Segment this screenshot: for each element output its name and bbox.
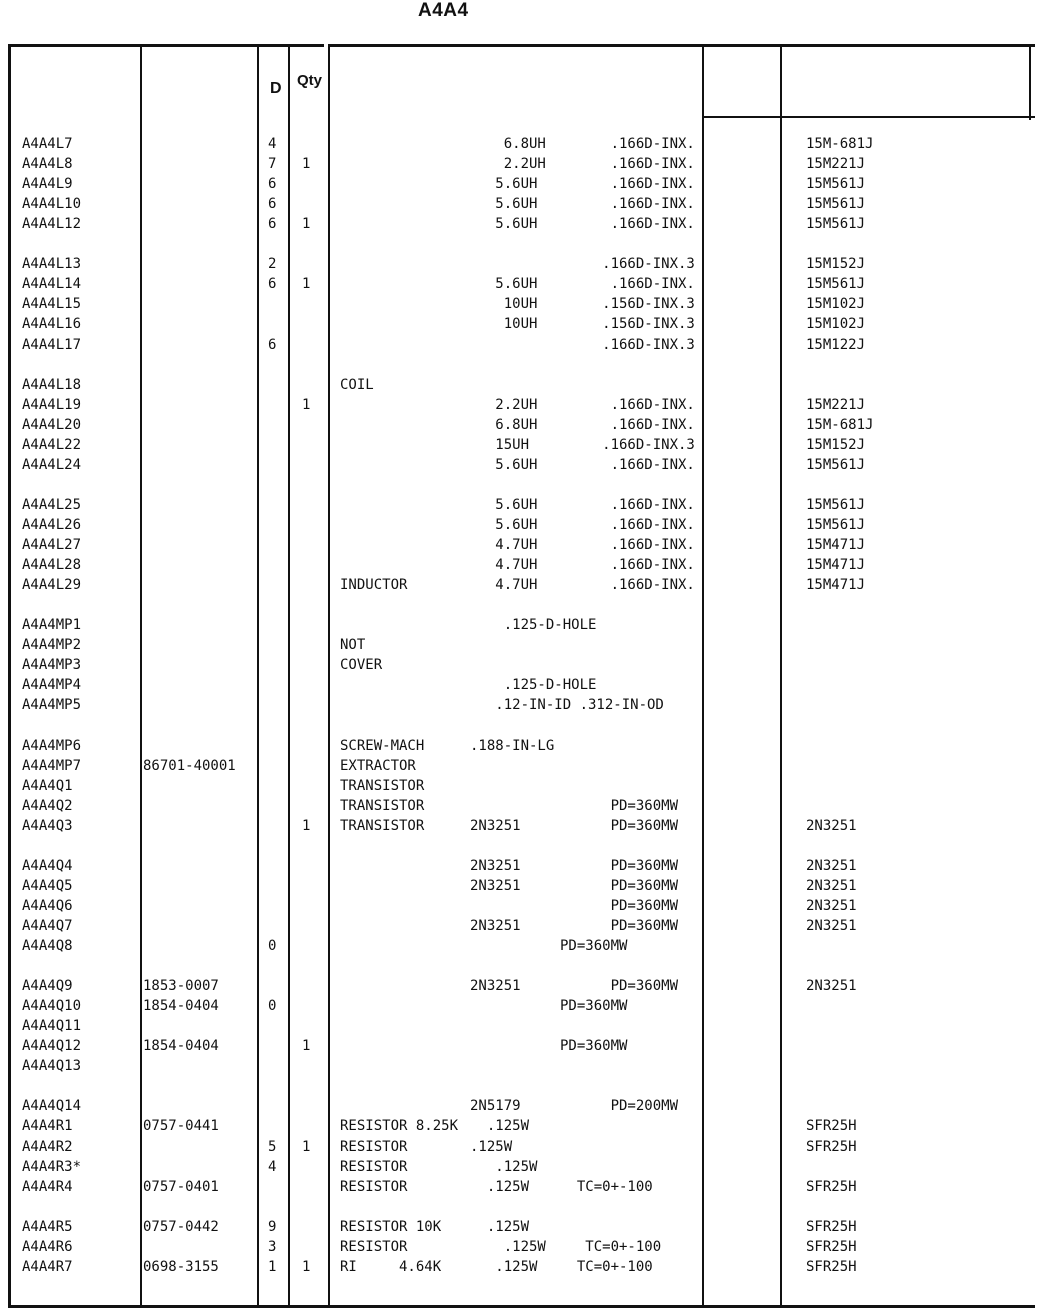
- quantity: 1: [302, 216, 311, 233]
- part-number: 0757-0442: [143, 1218, 219, 1235]
- specification: PD=360MW: [560, 998, 628, 1015]
- check-digit: 4: [268, 1158, 277, 1175]
- check-digit: 0: [268, 938, 277, 954]
- reference-designator: A4A4L22: [22, 436, 82, 453]
- value: 6.8UH: [470, 136, 546, 152]
- table-row: [0, 335, 1037, 355]
- reference-designator: A4A4L20: [22, 416, 82, 433]
- mfr-part-number: 15M561J: [806, 516, 866, 533]
- table-bottom-rule: [8, 1305, 1035, 1308]
- check-digit: 6: [268, 216, 277, 233]
- value: .12-IN-ID .312-IN-OD: [470, 697, 664, 714]
- description: INDUCTOR: [340, 577, 408, 594]
- specification: .156D-INX.3: [560, 296, 695, 313]
- check-digit: 9: [268, 1218, 277, 1235]
- table-row: [0, 956, 1037, 976]
- header-d: D: [270, 80, 282, 97]
- mfr-part-number: 15M221J: [806, 156, 866, 173]
- specification: .166D-INX.: [560, 176, 695, 193]
- specification: .166D-INX.3: [560, 256, 695, 273]
- reference-designator: A4A4L13: [22, 256, 82, 273]
- quantity: 1: [302, 276, 311, 293]
- value: 2N3251: [470, 877, 521, 894]
- value: 5.6UH: [470, 456, 538, 473]
- specification: .166D-INX.: [560, 516, 695, 533]
- specification: PD=360MW: [560, 877, 679, 894]
- table-top-rule-right: [330, 44, 1035, 47]
- header-bottom-rule: [703, 116, 1035, 118]
- value: .125-D-HOLE: [470, 677, 597, 694]
- table-row: [0, 214, 1037, 234]
- table-row: [0, 1096, 1037, 1116]
- table-row: [0, 134, 1037, 154]
- description: TRANSISTOR: [340, 777, 425, 794]
- reference-designator: A4A4R7: [22, 1258, 73, 1275]
- check-digit: 2: [268, 256, 277, 273]
- check-digit: 6: [268, 336, 277, 353]
- description: TRANSISTOR: [340, 817, 425, 834]
- table-row: [0, 1257, 1037, 1277]
- table-row: [0, 1056, 1037, 1076]
- reference-designator: A4A4Q4: [22, 857, 73, 874]
- specification: .166D-INX.: [560, 196, 695, 213]
- reference-designator: A4A4L18: [22, 376, 82, 393]
- mfr-part-number: SFR25H: [806, 1118, 857, 1135]
- mfr-part-number: 2N3251: [806, 877, 857, 894]
- specification: .166D-INX.: [560, 156, 695, 173]
- reference-designator: A4A4Q11: [22, 1018, 82, 1035]
- table-row: [0, 776, 1037, 796]
- mfr-part-number: 15M-681J: [806, 136, 874, 152]
- reference-designator: A4A4L7: [22, 136, 73, 152]
- reference-designator: A4A4R4: [22, 1178, 73, 1195]
- mfr-part-number: 15M561J: [806, 276, 866, 293]
- mfr-part-number: SFR25H: [806, 1138, 857, 1155]
- table-row: [0, 1036, 1037, 1056]
- specification: .166D-INX.: [560, 577, 695, 594]
- value: 4.7UH: [470, 577, 538, 594]
- table-row: [0, 976, 1037, 996]
- reference-designator: A4A4MP6: [22, 737, 82, 754]
- quantity: 1: [302, 1258, 311, 1275]
- table-row: [0, 1197, 1037, 1217]
- check-digit: 7: [268, 156, 277, 173]
- specification: PD=360MW: [560, 1038, 628, 1055]
- description: RESISTOR 10K: [340, 1218, 442, 1235]
- reference-designator: A4A4Q1: [22, 777, 73, 794]
- specification: PD=360MW: [560, 857, 679, 874]
- table-row: [0, 435, 1037, 455]
- mfr-part-number: SFR25H: [806, 1218, 857, 1235]
- description: SCREW-MACH: [340, 737, 425, 754]
- page-title: A4A4: [418, 0, 469, 21]
- value: 2.2UH: [470, 156, 546, 173]
- mfr-part-number: 15M561J: [806, 216, 866, 233]
- reference-designator: A4A4Q6: [22, 897, 73, 914]
- description: RESISTOR: [340, 1238, 408, 1255]
- reference-designator: A4A4MP5: [22, 697, 82, 714]
- specification: .166D-INX.: [560, 557, 695, 574]
- specification: PD=360MW: [560, 938, 628, 954]
- table-row: [0, 1177, 1037, 1197]
- reference-designator: A4A4R3*: [22, 1158, 82, 1175]
- reference-designator: A4A4MP4: [22, 677, 82, 694]
- mfr-part-number: 15M471J: [806, 537, 866, 553]
- specification: .166D-INX.: [560, 276, 695, 293]
- specification: .166D-INX.3: [560, 336, 695, 353]
- reference-designator: A4A4R1: [22, 1118, 73, 1135]
- reference-designator: A4A4Q8: [22, 938, 73, 954]
- reference-designator: A4A4Q3: [22, 817, 73, 834]
- value: .188-IN-LG: [470, 737, 555, 754]
- specification: TC=0+-100: [560, 1238, 662, 1255]
- table-row: [0, 936, 1037, 956]
- table-row: [0, 816, 1037, 836]
- value: .125W: [470, 1138, 513, 1155]
- specification: PD=360MW: [560, 917, 679, 934]
- description: RESISTOR: [340, 1158, 408, 1175]
- value: 6.8UH: [470, 416, 538, 433]
- table-row: [0, 675, 1037, 695]
- mfr-part-number: 15M122J: [806, 336, 866, 353]
- mfr-part-number: 15M561J: [806, 456, 866, 473]
- specification: .166D-INX.3: [560, 436, 695, 453]
- mfr-part-number: 2N3251: [806, 817, 857, 834]
- part-number: 1854-0404: [143, 998, 219, 1015]
- table-row: [0, 555, 1037, 575]
- check-digit: 0: [268, 998, 277, 1015]
- reference-designator: A4A4MP7: [22, 757, 82, 774]
- part-number: 0757-0401: [143, 1178, 219, 1195]
- mfr-part-number: 15M102J: [806, 316, 866, 333]
- value: 5.6UH: [470, 276, 538, 293]
- reference-designator: A4A4Q12: [22, 1038, 82, 1055]
- reference-designator: A4A4L24: [22, 456, 82, 473]
- value: 10UH: [470, 296, 538, 313]
- reference-designator: A4A4L29: [22, 577, 82, 594]
- reference-designator: A4A4L27: [22, 537, 82, 553]
- specification: .166D-INX.: [560, 496, 695, 513]
- value: 5.6UH: [470, 516, 538, 533]
- value: 2N3251: [470, 857, 521, 874]
- value: 5.6UH: [470, 196, 538, 213]
- reference-designator: A4A4L28: [22, 557, 82, 574]
- table-row: [0, 174, 1037, 194]
- reference-designator: A4A4Q10: [22, 998, 82, 1015]
- mfr-part-number: SFR25H: [806, 1178, 857, 1195]
- mfr-part-number: 2N3251: [806, 917, 857, 934]
- value: 2.2UH: [470, 396, 538, 413]
- table-row: [0, 1137, 1037, 1157]
- reference-designator: A4A4L19: [22, 396, 82, 413]
- description: NOT: [340, 637, 366, 654]
- table-row: [0, 234, 1037, 254]
- quantity: 1: [302, 396, 311, 413]
- specification: PD=360MW: [560, 797, 679, 814]
- value: .125W: [470, 1258, 538, 1275]
- quantity: 1: [302, 1138, 311, 1155]
- col-divider-7: [1029, 44, 1031, 120]
- value: 2N3251: [470, 817, 521, 834]
- table-row: [0, 154, 1037, 174]
- specification: TC=0+-100: [560, 1178, 653, 1195]
- value: .125W: [470, 1118, 530, 1135]
- check-digit: 6: [268, 196, 277, 213]
- mfr-part-number: SFR25H: [806, 1258, 857, 1275]
- check-digit: 3: [268, 1238, 277, 1255]
- header-qty: Qty: [297, 72, 323, 89]
- reference-designator: A4A4L17: [22, 336, 82, 353]
- table-row: [0, 375, 1037, 395]
- part-number: 1853-0007: [143, 978, 219, 995]
- value: .125W: [470, 1178, 530, 1195]
- reference-designator: A4A4L9: [22, 176, 73, 193]
- description: RI 4.64K: [340, 1258, 442, 1275]
- table-row: [0, 535, 1037, 555]
- table-row: [0, 836, 1037, 856]
- reference-designator: A4A4Q13: [22, 1058, 82, 1075]
- reference-designator: A4A4Q2: [22, 797, 73, 814]
- value: .125W: [470, 1238, 546, 1255]
- reference-designator: A4A4L15: [22, 296, 82, 313]
- table-row: [0, 635, 1037, 655]
- mfr-part-number: 15M152J: [806, 256, 866, 273]
- part-number: 0757-0441: [143, 1118, 219, 1135]
- table-row: [0, 1016, 1037, 1036]
- reference-designator: A4A4Q14: [22, 1098, 82, 1115]
- value: 2N5179: [470, 1098, 521, 1115]
- specification: .166D-INX.: [560, 136, 695, 152]
- mfr-part-number: 15M561J: [806, 176, 866, 193]
- table-row: [0, 736, 1037, 756]
- specification: .156D-INX.3: [560, 316, 695, 333]
- reference-designator: A4A4L14: [22, 276, 82, 293]
- part-number: 0698-3155: [143, 1258, 219, 1275]
- specification: .166D-INX.: [560, 456, 695, 473]
- table-row: [0, 274, 1037, 294]
- value: 5.6UH: [470, 216, 538, 233]
- reference-designator: A4A4L25: [22, 496, 82, 513]
- reference-designator: A4A4MP2: [22, 637, 82, 654]
- value: .125-D-HOLE: [470, 617, 597, 634]
- table-row: [0, 756, 1037, 776]
- specification: .166D-INX.: [560, 537, 695, 553]
- table-row: [0, 1237, 1037, 1257]
- table-row: [0, 996, 1037, 1016]
- check-digit: 6: [268, 176, 277, 193]
- mfr-part-number: 15M102J: [806, 296, 866, 313]
- table-row: [0, 1217, 1037, 1237]
- value: .125W: [470, 1158, 538, 1175]
- mfr-part-number: 15M-681J: [806, 416, 874, 433]
- quantity: 1: [302, 156, 311, 173]
- table-row: [0, 896, 1037, 916]
- reference-designator: A4A4L26: [22, 516, 82, 533]
- description: RESISTOR: [340, 1178, 408, 1195]
- description: RESISTOR: [340, 1138, 408, 1155]
- part-number: 1854-0404: [143, 1038, 219, 1055]
- table-row: [0, 395, 1037, 415]
- table-row: [0, 515, 1037, 535]
- table-row: [0, 1157, 1037, 1177]
- reference-designator: A4A4L16: [22, 316, 82, 333]
- reference-designator: A4A4R6: [22, 1238, 73, 1255]
- check-digit: 1: [268, 1258, 277, 1275]
- table-row: [0, 194, 1037, 214]
- reference-designator: A4A4L12: [22, 216, 82, 233]
- table-row: [0, 916, 1037, 936]
- table-row: [0, 355, 1037, 375]
- table-row: [0, 314, 1037, 334]
- specification: PD=200MW: [560, 1098, 679, 1115]
- value: 5.6UH: [470, 176, 538, 193]
- mfr-part-number: 15M561J: [806, 196, 866, 213]
- specification: TC=0+-100: [560, 1258, 653, 1275]
- table-row: [0, 876, 1037, 896]
- mfr-part-number: 2N3251: [806, 857, 857, 874]
- reference-designator: A4A4MP3: [22, 657, 82, 674]
- table-row: [0, 1116, 1037, 1136]
- check-digit: 6: [268, 276, 277, 293]
- value: 2N3251: [470, 917, 521, 934]
- mfr-part-number: 15M561J: [806, 496, 866, 513]
- table-row: [0, 575, 1037, 595]
- mfr-part-number: 2N3251: [806, 897, 857, 914]
- specification: PD=360MW: [560, 897, 679, 914]
- table-row: [0, 655, 1037, 675]
- reference-designator: A4A4Q9: [22, 978, 73, 995]
- quantity: 1: [302, 1038, 311, 1055]
- specification: PD=360MW: [560, 978, 679, 995]
- specification: .166D-INX.: [560, 416, 695, 433]
- table-row: [0, 796, 1037, 816]
- table-row: [0, 455, 1037, 475]
- check-digit: 4: [268, 136, 277, 152]
- value: 4.7UH: [470, 537, 538, 553]
- table-top-rule-left: [8, 44, 324, 47]
- table-row: [0, 294, 1037, 314]
- specification: .166D-INX.: [560, 216, 695, 233]
- description: COIL: [340, 376, 374, 393]
- mfr-part-number: 15M221J: [806, 396, 866, 413]
- reference-designator: A4A4R5: [22, 1218, 73, 1235]
- value: 2N3251: [470, 978, 521, 995]
- mfr-part-number: SFR25H: [806, 1238, 857, 1255]
- value: .125W: [470, 1218, 530, 1235]
- value: 10UH: [470, 316, 538, 333]
- table-row: [0, 695, 1037, 715]
- mfr-part-number: 15M471J: [806, 577, 866, 594]
- mfr-part-number: 15M152J: [806, 436, 866, 453]
- mfr-part-number: 2N3251: [806, 978, 857, 995]
- reference-designator: A4A4L10: [22, 196, 82, 213]
- table-row: [0, 856, 1037, 876]
- table-row: [0, 415, 1037, 435]
- reference-designator: A4A4R2: [22, 1138, 73, 1155]
- description: TRANSISTOR: [340, 797, 425, 814]
- reference-designator: A4A4Q7: [22, 917, 73, 934]
- table-row: [0, 475, 1037, 495]
- value: 5.6UH: [470, 496, 538, 513]
- reference-designator: A4A4MP1: [22, 617, 82, 634]
- part-number: 86701-40001: [143, 757, 236, 774]
- table-row: [0, 615, 1037, 635]
- table-row: [0, 715, 1037, 735]
- value: 15UH: [470, 436, 530, 453]
- mfr-part-number: 15M471J: [806, 557, 866, 574]
- table-row: [0, 495, 1037, 515]
- quantity: 1: [302, 817, 311, 834]
- specification: PD=360MW: [560, 817, 679, 834]
- table-row: [0, 1076, 1037, 1096]
- description: COVER: [340, 657, 383, 674]
- value: 4.7UH: [470, 557, 538, 574]
- description: RESISTOR 8.25K: [340, 1118, 459, 1135]
- description: EXTRACTOR: [340, 757, 416, 774]
- table-row: [0, 254, 1037, 274]
- reference-designator: A4A4Q5: [22, 877, 73, 894]
- table-row: [0, 595, 1037, 615]
- reference-designator: A4A4L8: [22, 156, 73, 173]
- specification: .166D-INX.: [560, 396, 695, 413]
- check-digit: 5: [268, 1138, 277, 1155]
